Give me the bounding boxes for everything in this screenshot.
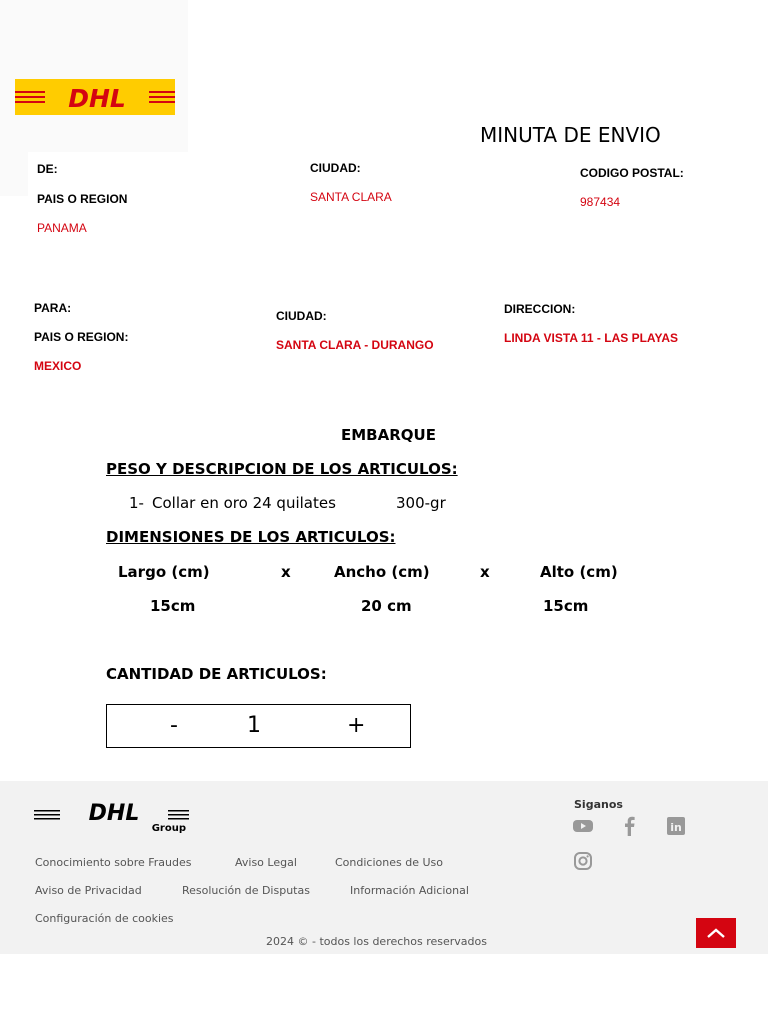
shipment-heading: EMBARQUE <box>341 426 436 444</box>
increment-button[interactable]: + <box>347 713 366 738</box>
linkedin-icon[interactable] <box>665 815 687 837</box>
dimension-separator: x <box>480 563 490 581</box>
scroll-to-top-button[interactable] <box>696 918 736 948</box>
footer-link-privacy[interactable]: Aviso de Privacidad <box>35 884 142 897</box>
address-value: LINDA VISTA 11 - LAS PLAYAS <box>504 331 679 345</box>
item-number: 1- <box>129 494 144 512</box>
dhl-logo <box>15 79 175 115</box>
from-label: DE: <box>37 162 58 176</box>
origin-country-value: PANAMA <box>37 221 87 235</box>
postal-code-value: 987434 <box>580 195 621 209</box>
item-weight: 300-gr <box>396 494 446 512</box>
facebook-icon[interactable] <box>618 815 640 837</box>
logo-text: DHL <box>68 84 126 113</box>
instagram-icon[interactable] <box>572 850 594 872</box>
to-label: PARA: <box>34 301 72 315</box>
destination-city-value: SANTA CLARA - DURANGO <box>276 338 434 352</box>
footer-link-legal[interactable]: Aviso Legal <box>235 856 297 869</box>
length-value: 15cm <box>150 597 196 615</box>
quantity-value: 1 <box>247 713 261 738</box>
follow-us-label: Siganos <box>574 798 623 811</box>
footer-link-terms[interactable]: Condiciones de Uso <box>335 856 443 869</box>
origin-country-label: PAIS O REGION <box>37 192 128 206</box>
chevron-up-icon <box>705 926 727 940</box>
footer-logo-group: Group <box>151 823 186 834</box>
linkedin-glyph: in <box>670 821 682 834</box>
address-label: DIRECCION: <box>504 302 576 316</box>
footer-link-disputes[interactable]: Resolución de Disputas <box>182 884 310 897</box>
quantity-heading: CANTIDAD DE ARTICULOS: <box>106 665 327 683</box>
height-label: Alto (cm) <box>540 563 618 581</box>
postal-code-label: CODIGO POSTAL: <box>580 166 684 180</box>
logo-background <box>0 0 188 152</box>
width-value: 20 cm <box>361 597 412 615</box>
destination-city-label: CIUDAD: <box>276 309 327 323</box>
weight-description-heading: PESO Y DESCRIPCION DE LOS ARTICULOS: <box>106 460 458 478</box>
dimension-separator: x <box>281 563 291 581</box>
length-label: Largo (cm) <box>118 563 210 581</box>
width-label: Ancho (cm) <box>334 563 430 581</box>
destination-country-value: MEXICO <box>34 359 82 373</box>
page-title: MINUTA DE ENVIO <box>480 123 661 147</box>
footer-link-fraud[interactable]: Conocimiento sobre Fraudes <box>35 856 192 869</box>
origin-city-label: CIUDAD: <box>310 161 361 175</box>
footer-link-additional[interactable]: Información Adicional <box>350 884 469 897</box>
origin-city-value: SANTA CLARA <box>310 190 392 204</box>
height-value: 15cm <box>543 597 589 615</box>
quantity-stepper <box>106 704 411 748</box>
dimensions-heading: DIMENSIONES DE LOS ARTICULOS: <box>106 528 396 546</box>
footer-link-cookies[interactable]: Configuración de cookies <box>35 912 174 925</box>
logo-background-extension <box>0 152 28 196</box>
decrement-button[interactable]: - <box>170 713 178 738</box>
copyright: 2024 © - todos los derechos reservados <box>266 935 487 948</box>
footer-logo-text: DHL <box>88 801 140 826</box>
youtube-icon[interactable] <box>572 815 594 837</box>
footer-dhl-logo[interactable] <box>34 799 194 835</box>
destination-country-label: PAIS O REGION: <box>34 330 129 344</box>
item-description: Collar en oro 24 quilates <box>152 494 336 512</box>
